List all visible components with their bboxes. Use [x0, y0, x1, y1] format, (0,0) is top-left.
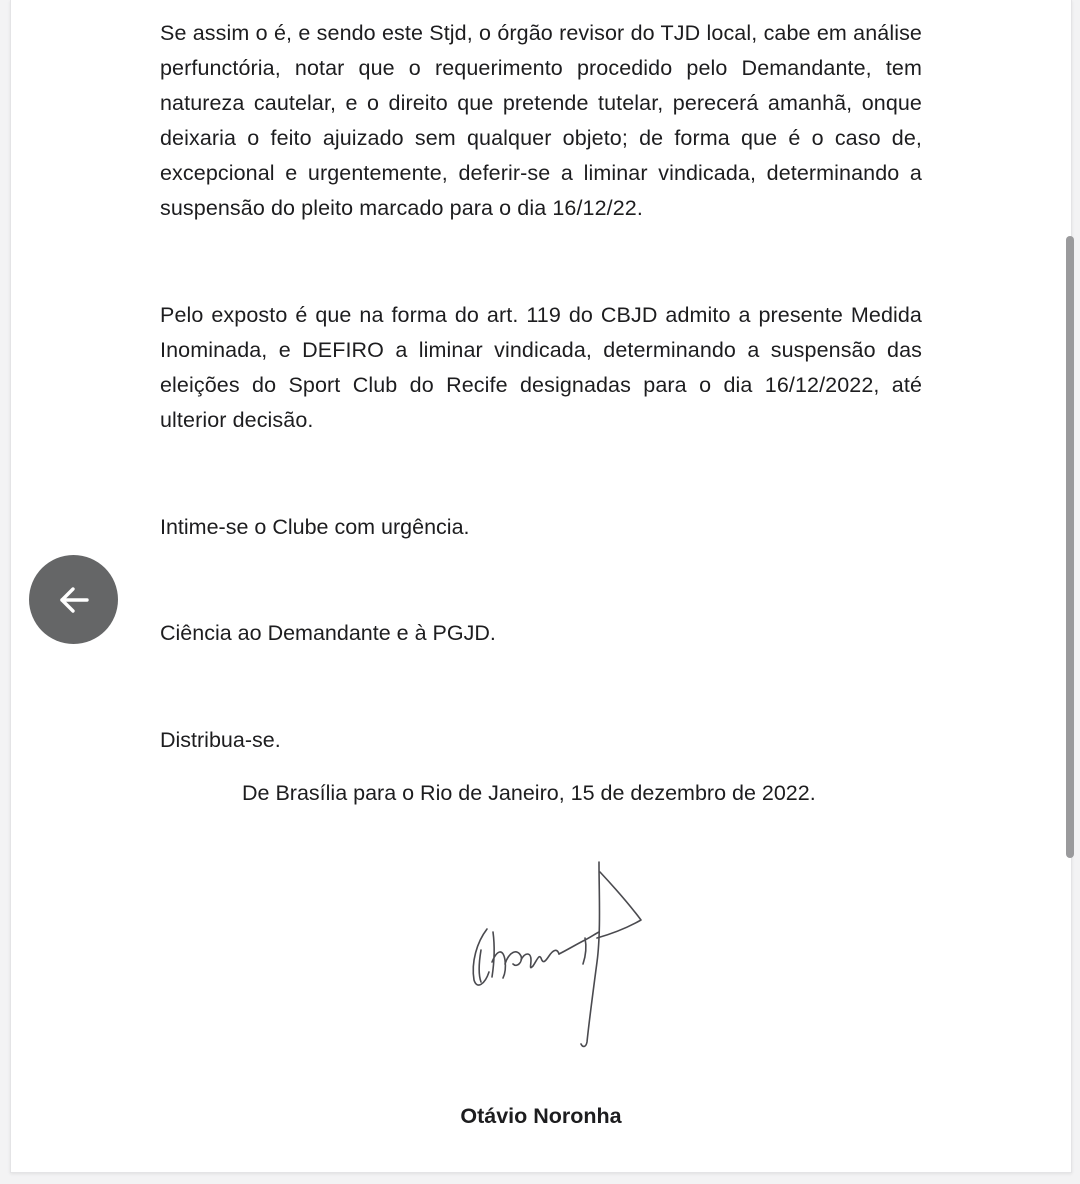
handwritten-signature [459, 852, 649, 1052]
paragraph-notice: Ciência ao Demandante e à PGJD. [160, 621, 496, 645]
dateline: De Brasília para o Rio de Janeiro, 15 de dezembro de 2022. [242, 781, 816, 805]
arrow-left-icon [54, 580, 94, 620]
scrollbar[interactable] [1066, 236, 1074, 858]
paragraph-summon: Intime-se o Clube com urgência. [160, 515, 470, 539]
paragraph-analysis: Se assim o é, e sendo este Stjd, o órgão revisor do TJD local, cabe em análise perfunctória, notar que o requerimento procedido pelo Demandante, tem natureza cautelar, e o direito que pretende tutelar, perecerá amanhã, onque deixaria o feito ajuizado sem qualquer objeto; de forma que é o caso de, excepcional e urgentemente, deferir-se a liminar vindicada, determinando a suspensão do pleito marcado para o dia 16/12/22. [160, 21, 922, 220]
paragraph-decision: Pelo exposto é que na forma do art. 119 do CBJD admito a presente Medida Inominada, e DEFIRO a liminar vindicada, determinando a suspensão das eleições do Sport Club do Recife designadas para o dia 16/12/2022, até ulterior decisão. [160, 303, 922, 432]
signer-name: Otávio Noronha [460, 1104, 622, 1128]
paragraph-distribute: Distribua-se. [160, 728, 281, 752]
back-button[interactable] [29, 555, 118, 644]
scrollbar-thumb[interactable] [1066, 236, 1074, 858]
document-page [10, 0, 1072, 1173]
